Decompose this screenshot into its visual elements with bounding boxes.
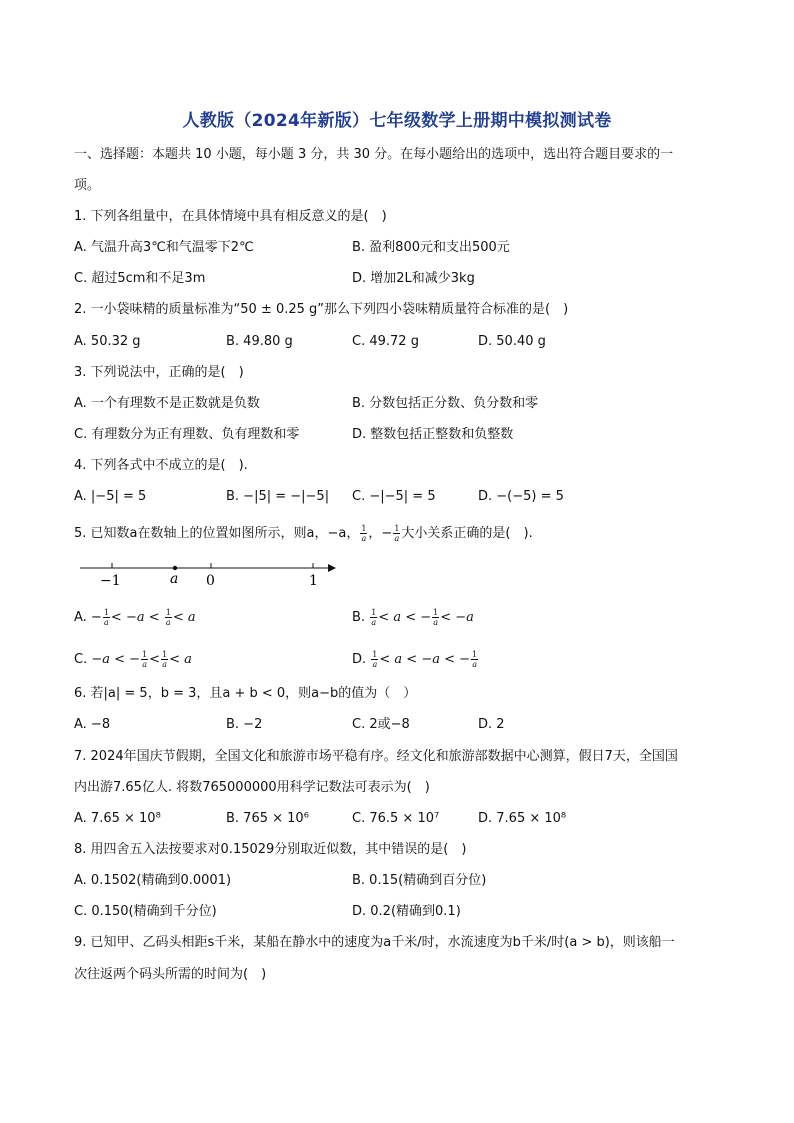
- fraction-one-over-a: $\frac{1}{a}$: [361, 524, 367, 543]
- question-6-option-d: D. 2: [478, 717, 505, 732]
- question-2-option-d: D. 50.40 g: [478, 334, 546, 349]
- question-3-option-b: B. 分数包括正分数、负分数和零: [352, 396, 539, 411]
- label-a: a: [170, 571, 179, 587]
- question-3-option-c: C. 有理数分为正有理数、负有理数和零: [74, 427, 300, 442]
- question-7-stem: 7. 2024年国庆节假期，全国文化和旅游市场平稳有序。经文化和旅游部数据中心测算，假日7天，全国国: [74, 749, 678, 764]
- page-title: 人教版（2024年新版）七年级数学上册期中模拟测试卷: [182, 111, 612, 131]
- question-1-option-d: D. 增加2L和减少3kg: [352, 271, 475, 286]
- question-6-option-b: B. −2: [226, 717, 263, 732]
- question-7-option-b: B. 765 × 10⁶: [226, 811, 309, 826]
- question-6-option-c: C. 2或−8: [352, 717, 410, 732]
- label-zero: 0: [206, 573, 215, 589]
- question-9-stem-cont: 次往返两个码头所需的时间为( ): [74, 967, 267, 982]
- question-9-stem: 9. 已知甲、乙码头相距s千米，某船在静水中的速度为a千米/时，水流速度为b千米/时(a > b)，则该船一: [74, 935, 675, 950]
- label-one: 1: [309, 573, 318, 589]
- question-7-option-a: A. 7.65 × 10⁸: [74, 811, 161, 826]
- question-5-option-a: A. − $\frac{1}{a}$ < −a < $\frac{1}{a}$ < a: [74, 608, 196, 627]
- question-3-stem: 3. 下列说法中，正确的是( ): [74, 365, 244, 380]
- question-2-option-c: C. 49.72 g: [352, 334, 419, 349]
- question-3-option-a: A. 一个有理数不是正数就是负数: [74, 396, 260, 411]
- question-6-option-a: A. −8: [74, 717, 111, 732]
- question-8-option-a: A. 0.1502(精确到0.0001): [74, 873, 232, 888]
- question-5-stem-post: 大小关系正确的是( ).: [401, 526, 533, 541]
- question-5-stem: 5. 已知数a在数轴上的位置如图所示，则a，−a， $\frac{1}{a}$ ，− $\frac{1}{a}$ 大小关系正确的是( ).: [74, 524, 533, 543]
- question-2-option-a: A. 50.32 g: [74, 334, 141, 349]
- question-1-stem: 1. 下列各组量中，在具体情境中具有相反意义的是( ): [74, 209, 387, 224]
- question-4-option-d: D. −(−5) = 5: [478, 489, 564, 504]
- question-2-stem: 2. 一小袋味精的质量标准为“50 ± 0.25 g”那么下列四小袋味精质量符合标准的是( ): [74, 302, 569, 317]
- question-2-option-b: B. 49.80 g: [226, 334, 293, 349]
- question-8-option-b: B. 0.15(精确到百分位): [352, 873, 487, 888]
- number-line-arrow: [328, 564, 336, 572]
- question-8-option-d: D. 0.2(精确到0.1): [352, 904, 461, 919]
- question-5-option-d: D. $\frac{1}{a}$ < a < −a < − $\frac{1}{a}$: [352, 650, 478, 669]
- section-header-cont: 项。: [74, 178, 101, 193]
- question-4-stem: 4. 下列各式中不成立的是( ).: [74, 458, 248, 473]
- question-5-option-b: B. $\frac{1}{a}$ < a < − $\frac{1}{a}$ < −a: [352, 608, 474, 627]
- question-6-stem: 6. 若|a| = 5，b = 3，且a + b < 0，则a−b的值为（ ）: [74, 686, 417, 701]
- question-8-option-c: C. 0.150(精确到千分位): [74, 904, 217, 919]
- question-7-option-d: D. 7.65 × 10⁸: [478, 811, 567, 826]
- question-4-option-c: C. −|−5| = 5: [352, 489, 436, 504]
- label-minus-one: −1: [100, 573, 121, 589]
- question-5-option-c: C. −a < − $\frac{1}{a}$ < $\frac{1}{a}$ < a: [74, 650, 192, 669]
- question-5-stem-pre: 5. 已知数a在数轴上的位置如图所示，则a，−a，: [74, 526, 360, 541]
- number-line-figure: [78, 560, 338, 590]
- question-4-option-a: A. |−5| = 5: [74, 489, 147, 504]
- point-a: [173, 566, 177, 570]
- section-header: 一、选择题：本题共 10 小题，每小题 3 分，共 30 分。在每小题给出的选项中，选出符合题目要求的一: [74, 147, 674, 162]
- question-1-option-a: A. 气温升高3℃和气温零下2℃: [74, 240, 254, 255]
- question-7-stem-cont: 内出游7.65亿人. 将数765000000用科学记数法可表示为( ): [74, 780, 430, 795]
- question-1-option-c: C. 超过5cm和不足3m: [74, 271, 206, 286]
- question-7-option-c: C. 76.5 × 10⁷: [352, 811, 440, 826]
- question-3-option-d: D. 整数包括正整数和负整数: [352, 427, 514, 442]
- question-8-stem: 8. 用四舍五入法按要求对0.15029分别取近似数，其中错误的是( ): [74, 842, 467, 857]
- question-1-option-b: B. 盈利800元和支出500元: [352, 240, 510, 255]
- question-4-option-b: B. −|5| = −|−5|: [226, 489, 330, 504]
- fraction-one-over-a: $\frac{1}{a}$: [394, 524, 400, 543]
